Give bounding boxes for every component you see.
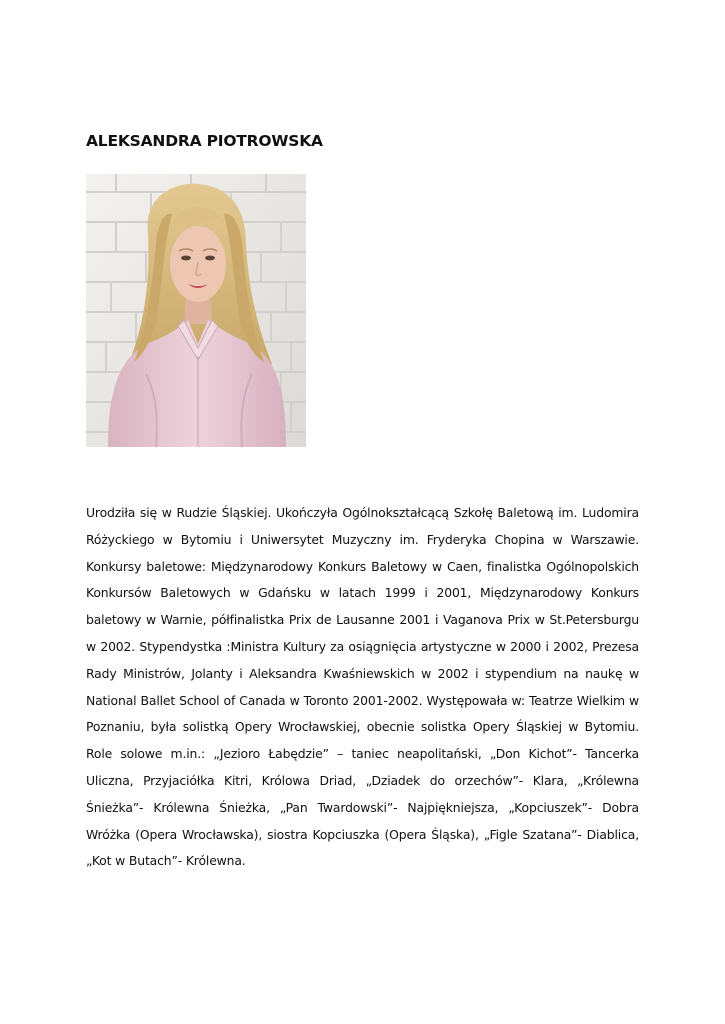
left-eye	[181, 256, 191, 261]
portrait-photo	[86, 174, 306, 447]
right-eye	[205, 256, 215, 261]
page-title: ALEKSANDRA PIOTROWSKA	[86, 132, 323, 150]
biography-paragraph: Urodziła się w Rudzie Śląskiej. Ukończyła Ogólnokształcącą Szkołę Baletową im. Ludomira Różyckiego w Bytomiu i Uniwersytet Muzyczny im. Fryderyka Chopina w Warszawie. Konkursy baletowe: Międzynarodowy Konkurs Baletowy w Caen, finalistka Ogólnopolskich Konkursów Baletowych w Gdańsku w latach 1999 i 2001, Międzynarodowy Konkurs baletowy w Warnie, półfinalistka Prix de Lausanne 2001 i Vaganova Prix w St.Petersburgu w 2002. Stypendystka :Ministra Kultury za osiągnięcia artystyczne w 2000 i 2002, Prezesa Rady Ministrów, Jolanty i Aleksandra Kwaśniewskich w 2002 i stypendium na naukę w National Ballet School of Canada w Toronto 2001-2002. Występowała w: Teatrze Wielkim w Poznaniu, była solistką Opery Wrocławskiej, obecnie solistka Opery Śląskiej w Bytomiu. Role solowe m.in.: „Jezioro Łabędzie” – taniec neapolitański, „Don Kichot”- Tancerka Uliczna, Przyjaciółka Kitri, Królowa Driad, „Dziadek do orzechów”- Klara, „Królewna Śnieżka”- Królewna Śnieżka, „Pan Twardowski”- Najpiękniejsza, „Kopciuszek”- Dobra Wróżka (Opera Wrocławska), siostra Kopciuszka (Opera Śląska), „Figle Szatana”- Diablica, „Kot w Butach”- Królewna.	[86, 505, 639, 869]
